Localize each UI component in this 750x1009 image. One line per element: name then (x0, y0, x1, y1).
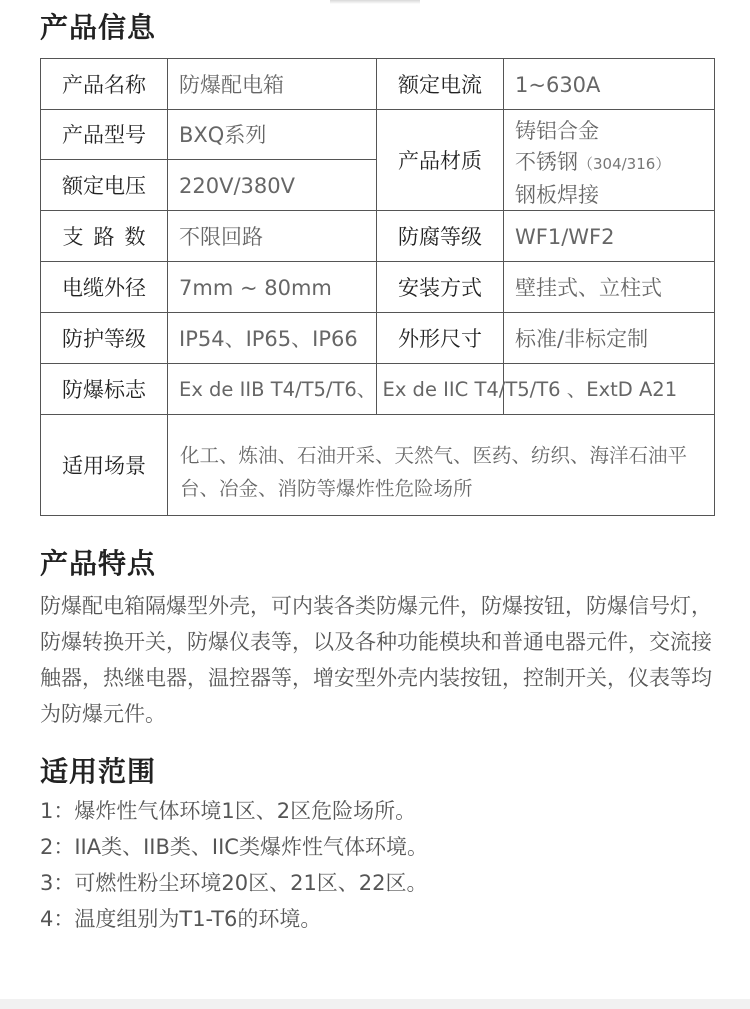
current-value: 1~630A (515, 72, 601, 97)
scope-item: 2：IIA类、IIB类、IIC类爆炸性气体环境。 (40, 835, 428, 859)
size-value: 标准/非标定制 (515, 326, 649, 351)
material-line2-note: （304/316） (578, 155, 671, 173)
name-value: 防爆配电箱 (179, 72, 284, 97)
scope-item: 4：温度组别为T1-T6的环境。 (40, 907, 322, 931)
features-title: 产品特点 (40, 547, 157, 580)
scope-title: 适用范围 (40, 755, 157, 788)
features-text: 防爆配电箱隔爆型外壳，可内装各类防爆元件，防爆按钮，防爆信号灯，防爆转换开关，防爆仪表等，以及各种功能模块和普通电器元件，交流接触器，热继电器，温控器等，增安型外壳内装按钮，控制开关，仪表等均为防爆元件。 (40, 594, 712, 726)
current-label: 额定电流 (398, 72, 482, 97)
voltage-label: 额定电压 (62, 173, 146, 198)
bottom-divider (0, 999, 750, 1009)
exmark-value: Ex de IIB T4/T5/T6、 Ex de IIC T4/T5/T6 、ExtD A21 (179, 377, 678, 401)
spec-table (40, 58, 715, 516)
scene-label: 适用场景 (62, 453, 146, 478)
material-line1: 铸铝合金 (515, 119, 599, 143)
top-shadow (330, 0, 420, 4)
anticorrosion-label: 防腐等级 (398, 224, 482, 249)
scope-item: 1：爆炸性气体环境1区、2区危险场所。 (40, 799, 417, 823)
scope-list (40, 793, 715, 937)
material-line2 (515, 147, 715, 180)
cable-label: 电缆外径 (62, 275, 146, 300)
material-value (504, 110, 715, 211)
protection-value: IP54、IP65、IP66 (179, 326, 358, 351)
install-value: 壁挂式、立柱式 (515, 275, 662, 300)
scope-item: 3：可燃性粉尘环境20区、21区、22区。 (40, 871, 428, 895)
scene-value: 化工、炼油、石油开采、天然气、医药、纺织、海洋石油平台、冶金、消防等爆炸性危险场所 (180, 444, 688, 500)
install-label: 安装方式 (398, 275, 482, 300)
material-line3: 钢板焊接 (515, 183, 599, 207)
material-label: 产品材质 (398, 148, 482, 173)
branch-label: 支路数 (62, 224, 156, 249)
voltage-value: 220V/380V (179, 173, 295, 198)
exmark-label: 防爆标志 (62, 377, 146, 402)
branch-value: 不限回路 (179, 224, 263, 249)
model-value: BXQ系列 (179, 123, 267, 147)
material-line2-text: 不锈钢 (515, 150, 578, 174)
protection-label: 防护等级 (62, 326, 146, 351)
anticorrosion-value: WF1/WF2 (515, 224, 615, 249)
size-label: 外形尺寸 (398, 326, 482, 351)
cable-value: 7mm ~ 80mm (179, 275, 332, 300)
model-label: 产品型号 (62, 123, 146, 147)
name-label: 产品名称 (62, 72, 146, 97)
product-info-title: 产品信息 (40, 11, 157, 44)
